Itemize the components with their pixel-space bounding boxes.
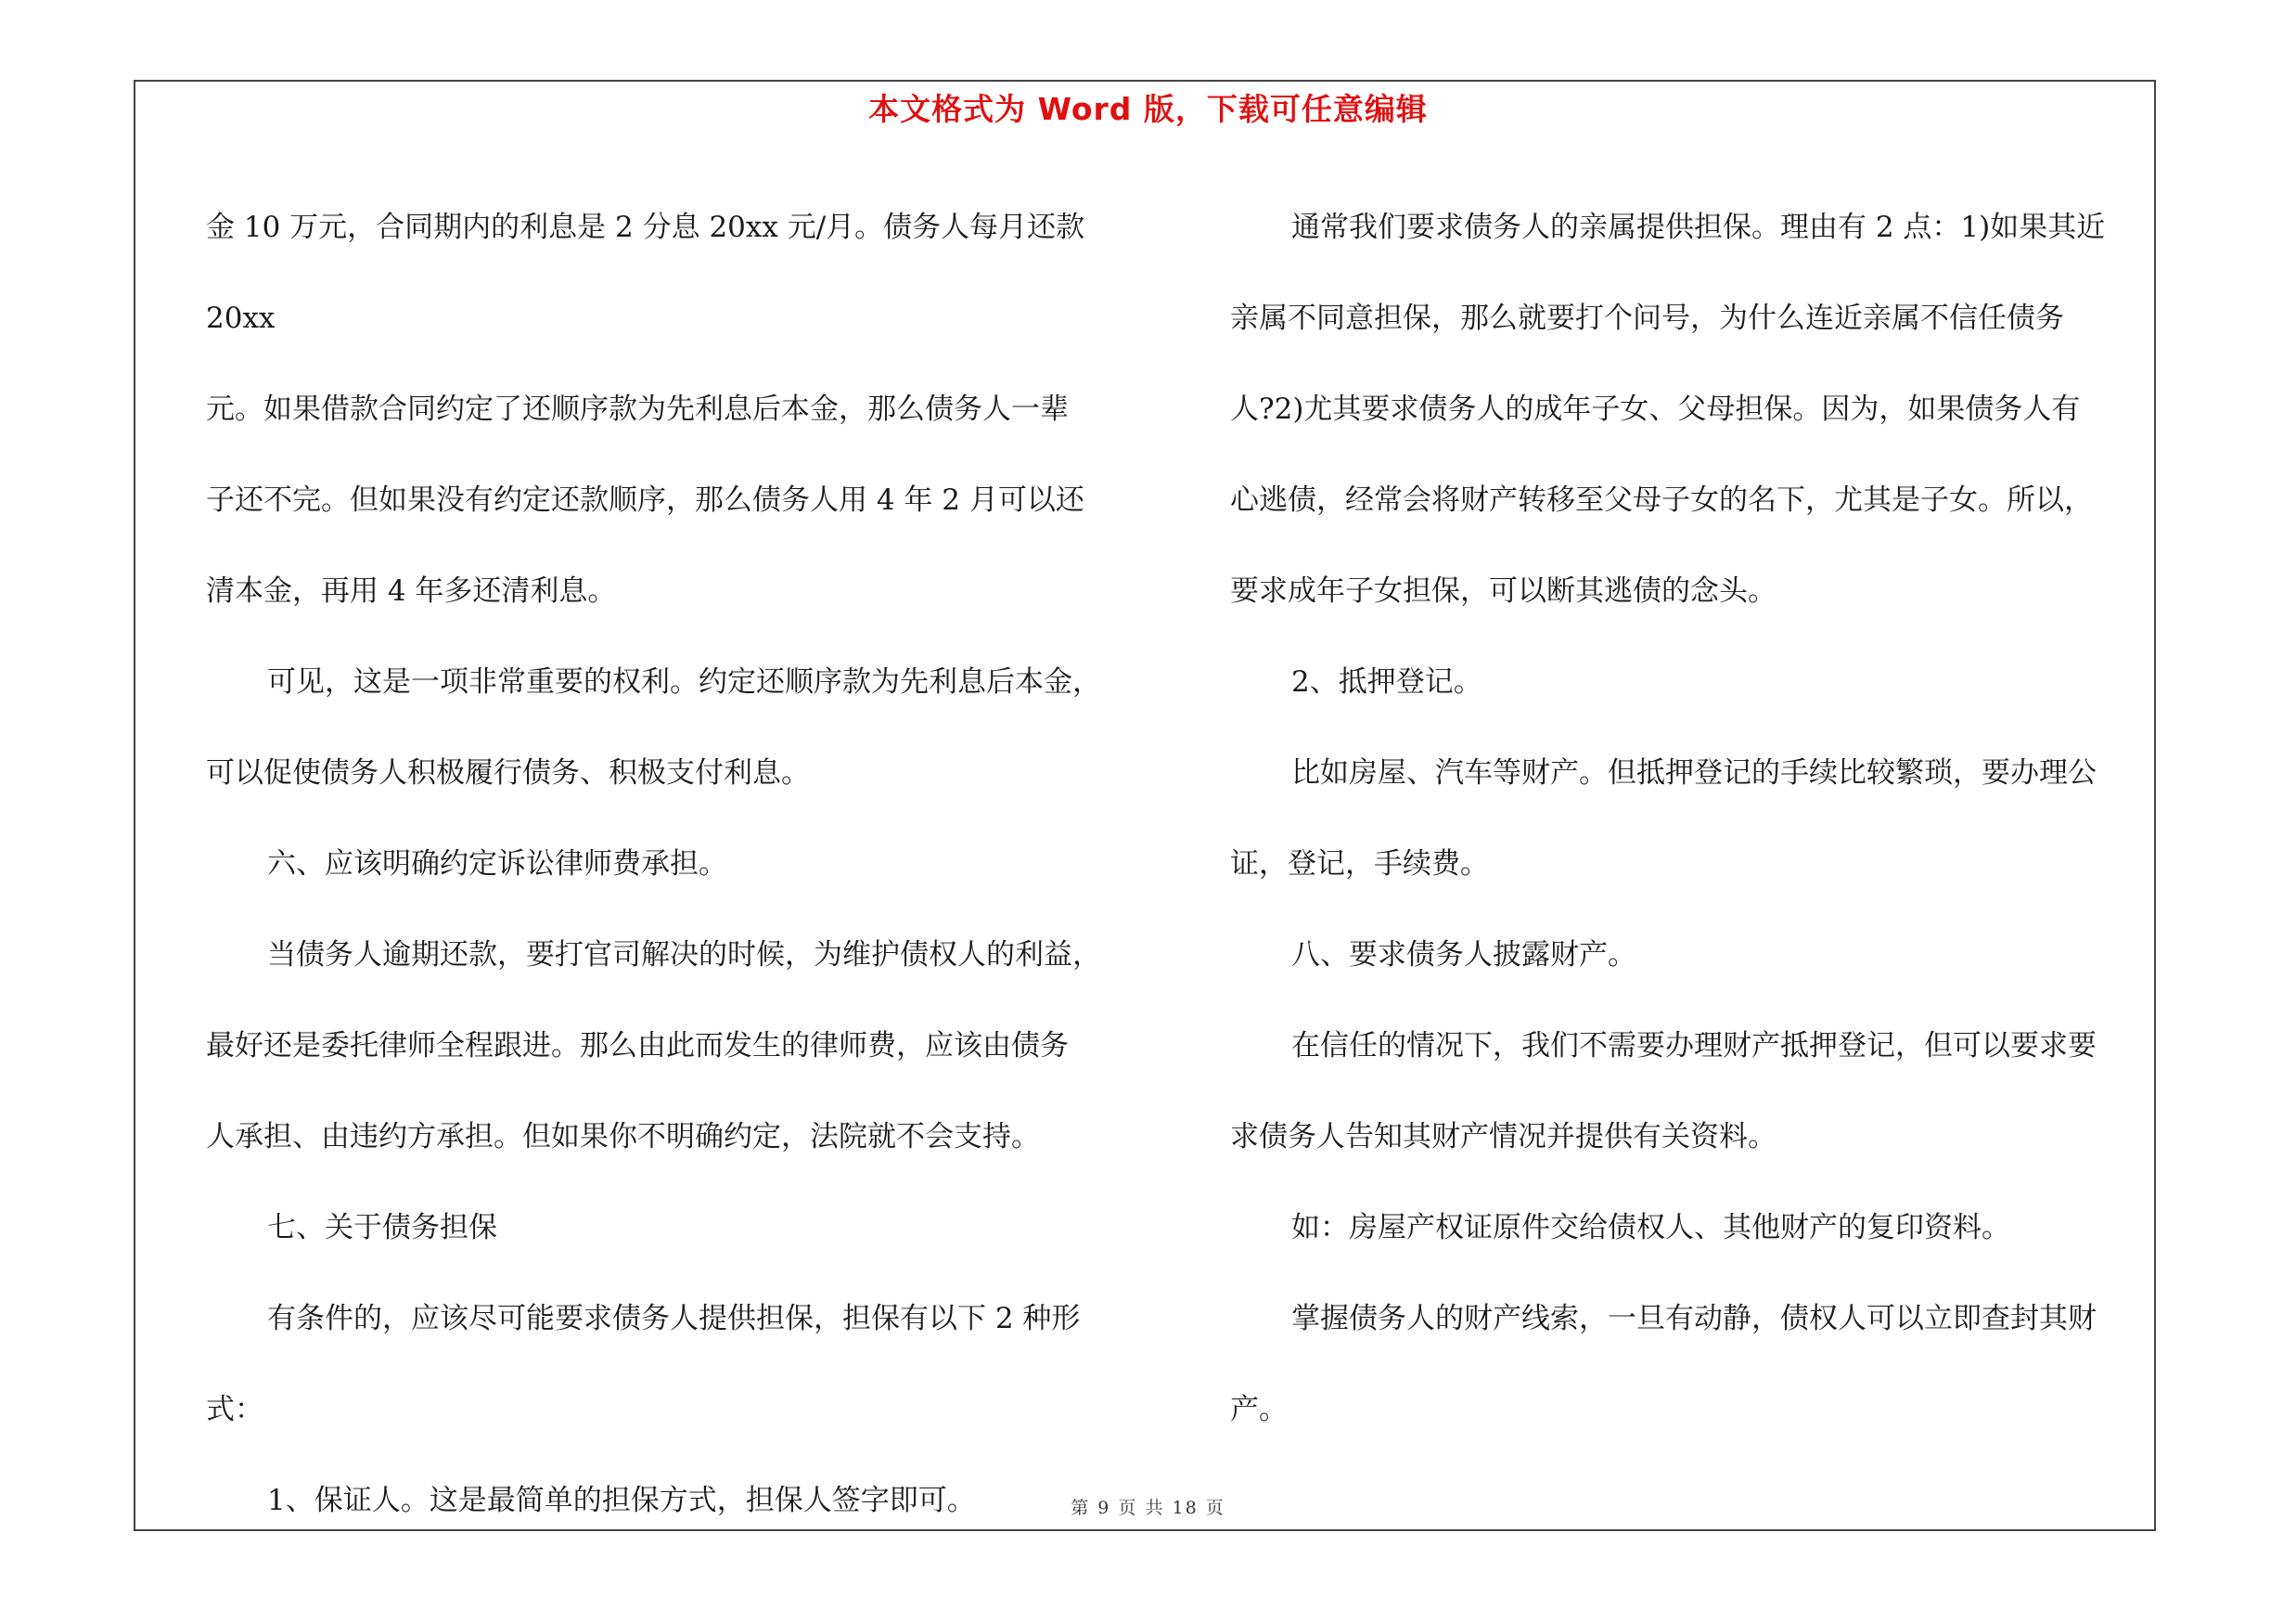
right-line-14: 产。	[1230, 1393, 1288, 1426]
left-line-4: 清本金，再用 4 年多还清利息。	[206, 574, 617, 608]
section-heading-8: 八、要求债务人披露财产。	[1291, 938, 1636, 972]
section-heading-6: 六、应该明确约定诉讼律师费承担。	[267, 847, 727, 881]
left-line-14: 1、保证人。这是最简单的担保方式，担保人签字即可。	[267, 1484, 976, 1517]
right-line-3: 人?2)尤其要求债务人的成年子女、父母担保。因为，如果债务人有	[1230, 393, 2081, 426]
subsection-heading-2: 2、抵押登记。	[1291, 665, 1482, 699]
left-line-5: 可见，这是一项非常重要的权利。约定还顺序款为先利息后本金，	[267, 665, 1101, 699]
right-line-13: 掌握债务人的财产线索，一旦有动静，债权人可以立即查封其财	[1291, 1302, 2097, 1335]
right-line-4: 心逃债，经常会将财产转移至父母子女的名下，尤其是子女。所以，	[1230, 483, 2093, 517]
right-line-12: 如：房屋产权证原件交给债权人、其他财产的复印资料。	[1291, 1211, 2010, 1244]
right-line-5: 要求成年子女担保，可以断其逃债的念头。	[1230, 574, 1777, 608]
page-number-footer: 第 9 页 共 18 页	[1071, 1498, 1225, 1518]
right-column	[1230, 182, 2158, 1455]
right-line-1: 通常我们要求债务人的亲属提供担保。理由有 2 点：1)如果其近	[1291, 211, 2106, 244]
left-line-12: 有条件的，应该尽可能要求债务人提供担保，担保有以下 2 种形	[267, 1302, 1081, 1335]
right-line-8: 证，登记，手续费。	[1230, 847, 1489, 881]
right-line-2: 亲属不同意担保，那么就要打个问号，为什么连近亲属不信任债务	[1230, 302, 2064, 335]
left-line-1: 金 10 万元，合同期内的利息是 2 分息 20xx 元/月。债务人每月还款 20xx	[206, 211, 1095, 335]
right-line-11: 求债务人告知其财产情况并提供有关资料。	[1230, 1120, 1777, 1153]
section-heading-7: 七、关于债务担保	[267, 1211, 497, 1244]
left-line-2: 元。如果借款合同约定了还顺序款为先利息后本金，那么债务人一辈	[206, 393, 1069, 426]
format-banner: 本文格式为 Word 版，下载可任意编辑	[868, 91, 1428, 127]
left-line-9: 最好还是委托律师全程跟进。那么由此而发生的律师费，应该由债务	[206, 1029, 1069, 1063]
left-line-6: 可以促使债务人积极履行债务、积极支付利息。	[206, 756, 810, 790]
right-line-10: 在信任的情况下，我们不需要办理财产抵押登记，但可以要求要	[1291, 1029, 2097, 1063]
left-column	[206, 182, 1124, 1546]
left-line-3: 子还不完。但如果没有约定还款顺序，那么债务人用 4 年 2 月可以还	[206, 483, 1084, 517]
right-line-7: 比如房屋、汽车等财产。但抵押登记的手续比较繁琐，要办理公	[1291, 756, 2097, 790]
left-line-8: 当债务人逾期还款，要打官司解决的时候，为维护债权人的利益，	[267, 938, 1101, 972]
left-line-10: 人承担、由违约方承担。但如果你不明确约定，法院就不会支持。	[206, 1120, 1040, 1153]
left-line-13: 式：	[206, 1393, 263, 1426]
